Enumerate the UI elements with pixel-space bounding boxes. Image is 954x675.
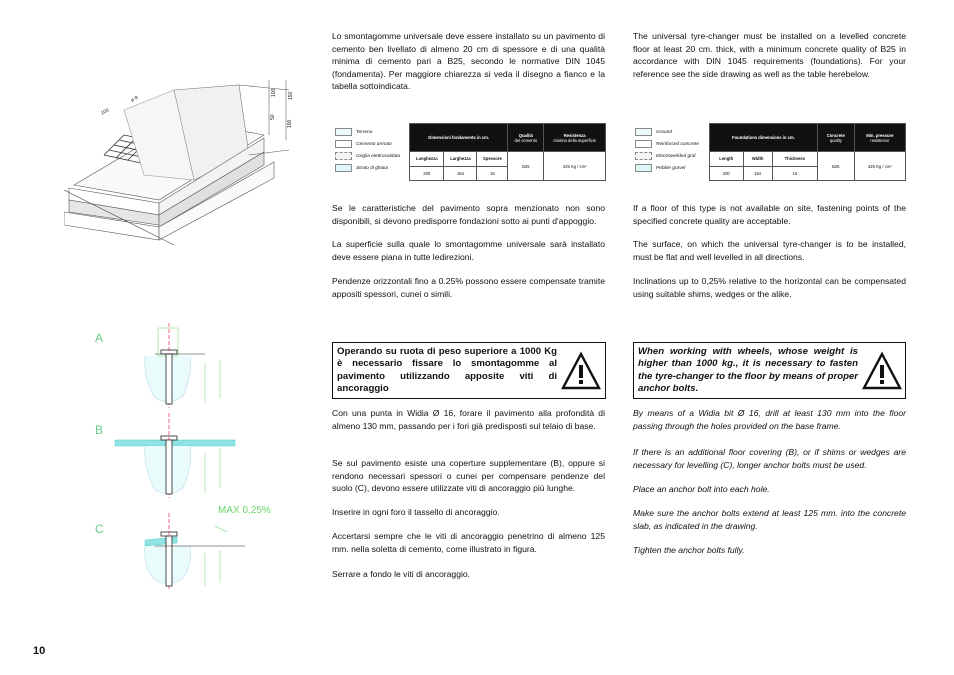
italian-a4: Accertarsi sempre che le viti di ancoraggio penetrino di almeno 125 mm. nella soletta di cemento, come illustrato in figura. [332,531,605,554]
figure-c [145,513,245,590]
italian-legend [335,126,407,174]
italian-p4: Pendenze orizzontali fino a 0.25% possono essere compensate tramite appositi spessori, cunei o simili. [332,276,605,299]
table-col-thickness: Spessore [477,152,508,167]
legend-item [335,150,407,162]
english-p2: If a floor of this type is not available on site, fastening points of the specified concrete quality are acceptable. [633,203,906,226]
legend-swatch [335,128,352,136]
italian-p3: La superficie sulla quale lo smontagomme universale sarà installato deve essere piana in tutte ledirezioni. [332,239,605,262]
table-cell-resistance: 425 Kg / cm² [854,152,905,181]
legend-label: Ground [656,129,672,135]
legend-item [635,126,707,138]
english-warning-box [633,342,906,399]
english-a4: Make sure the anchor bolts extend at least 125 mm. into the concrete slab, as indicated in the drawing. [633,508,906,531]
table-header-quality: Concrete quality [817,124,854,152]
table-cell-quality: B25 [508,152,544,181]
table-header-quality: Qualità del cemento [508,124,544,152]
figure-c-label: C [95,522,104,536]
english-intro: The universal tyre-changer must be installed on a levelled concrete floor at least 20 cm. thick, with a minimum concrete quality of B25 in accordance with DIN 1045 requirements (foundations). For your reference see the side drawing as well as the table herebelow. [633,31,906,79]
legend-swatch [335,164,352,172]
legend-swatch [635,164,652,172]
english-a5: Tighten the anchor bolts fully. [633,545,745,555]
warning-triangle-icon [561,351,601,391]
legend-item [335,126,407,138]
table-cell-thickness: 15 [477,166,508,181]
table-header-resistance: Min. pressure resistence [854,124,905,152]
figure-b [115,413,235,498]
legend-item [635,162,707,174]
legend-swatch [635,128,652,136]
english-legend [635,126,707,174]
figure-a [145,323,220,408]
table-header-resistance: Resistenza minima della superficie [544,124,606,152]
legend-item [635,138,707,150]
table-col-length: Lunghezza [410,152,444,167]
italian-foundation-table [409,123,606,181]
italian-a5: Serrare a fondo le viti di ancoraggio. [332,569,471,579]
legend-label: Cemento armato [356,141,392,147]
table-cell-length: 200 [410,166,444,181]
foundation-drawing [64,60,324,250]
legend-item [335,138,407,150]
dim-ø8-label: ø 8 [130,94,140,104]
legend-swatch [335,152,352,160]
legend-item [335,162,407,174]
table-col-width: Larghezza [444,152,477,167]
italian-warning-text: Operando su ruota di peso superiore a 1000 Kg è necessario fissare lo smontagomme al pavimento utilizzando apposite viti di ancoraggio [337,345,557,394]
page-number: 10 [33,645,46,657]
table-cell-width: 164 [444,166,477,181]
anchor-bolt-drawings [85,318,285,593]
dim-50-label: 50 [270,114,276,120]
table-cell-resistance: 425 Kg / cm² [544,152,606,181]
italian-p2: Se le caratteristiche del pavimento sopra menzionato non sono disponibili, si devono predisporre fondazioni sotto ai punti d'appoggio. [332,203,605,226]
table-col-thickness: Thickness [772,152,817,167]
italian-warning-box [332,342,606,399]
table-header-dims: Dimensioni fondamenta in cm. [410,124,508,152]
dim-100c-label: 100 [287,119,293,128]
figure-b-label: B [95,423,104,437]
english-a3: Place an anchor bolt into each hole. [633,484,770,494]
english-foundation-table [709,123,906,181]
legend-swatch [635,152,652,160]
legend-label: Strato di ghiaia [356,165,388,171]
legend-label: Pebble gravel [656,165,686,171]
english-p3: The surface, on which the universal tyre-changer is to be installed, must be flat and well levelled in all directions. [633,239,906,262]
table-cell-width: 164 [743,166,772,181]
italian-a1: Con una punta in Widia Ø 16, forare il pavimento alla profondità di almeno 130 mm, passando per i fori già predisposti sul telaio di base. [332,408,605,431]
legend-label: Griglia elettrosaldata [356,153,400,159]
legend-swatch [635,140,652,148]
english-p4: Inclinations up to 0,25% relative to the horizontal can be compensated using suitable shims, wedges or the alike. [633,276,906,299]
legend-label: Reinforced concrete [656,141,699,147]
table-cell-thickness: 15 [772,166,817,181]
table-col-length: Length [710,152,744,167]
dim-100b-label: 100 [271,88,277,97]
legend-item [635,150,707,162]
legend-swatch [335,140,352,148]
table-header-dims: Foundations dimensions in cm. [710,124,818,152]
english-warning-text: When working with wheels, whose weight is higher than 1000 kg., it is necessary to fasten the tyre-changer to the floor by means of proper anchor bolts. [638,345,858,394]
dim-150-label: 150 [288,91,294,100]
english-a1: By means of a Widia bit Ø 16, drill at least 130 mm into the floor passing through the holes provided on the base frame. [633,408,906,431]
italian-intro: Lo smontagomme universale deve essere installato su un pavimento di cemento ben livellato di almeno 20 cm di spessore e di una qualità minima di cemento pari a B25, secondo le normative DIN 1045 (fondamenta). Per maggiore chiarezza si veda il disegno a fianco e la tabella sottoindicata. [332,31,605,92]
max-slope-label: MAX 0,25% [218,505,271,516]
warning-triangle-icon [862,351,902,391]
table-col-width: Width [743,152,772,167]
dim-100-label: 100 [100,107,111,117]
table-cell-length: 200 [710,166,744,181]
italian-a3: Inserire in ogni foro il tassello di ancoraggio. [332,507,500,517]
figure-a-label: A [95,331,104,345]
table-cell-quality: B25 [817,152,854,181]
legend-label: Electrowelded grid [656,153,696,159]
italian-a2: Se sul pavimento esiste una coperture supplementare (B), oppure si rendono necessari spessori o cunei per compensare pendenze del suolo (C), devono essere utilizzate viti di ancoraggio più lunghe. [332,458,605,494]
english-a2: If there is an additional floor covering (B), or if shims or wedges are necessary for levelling (C), longer anchor bolts must be used. [633,447,906,470]
legend-label: Terreno [356,129,373,135]
